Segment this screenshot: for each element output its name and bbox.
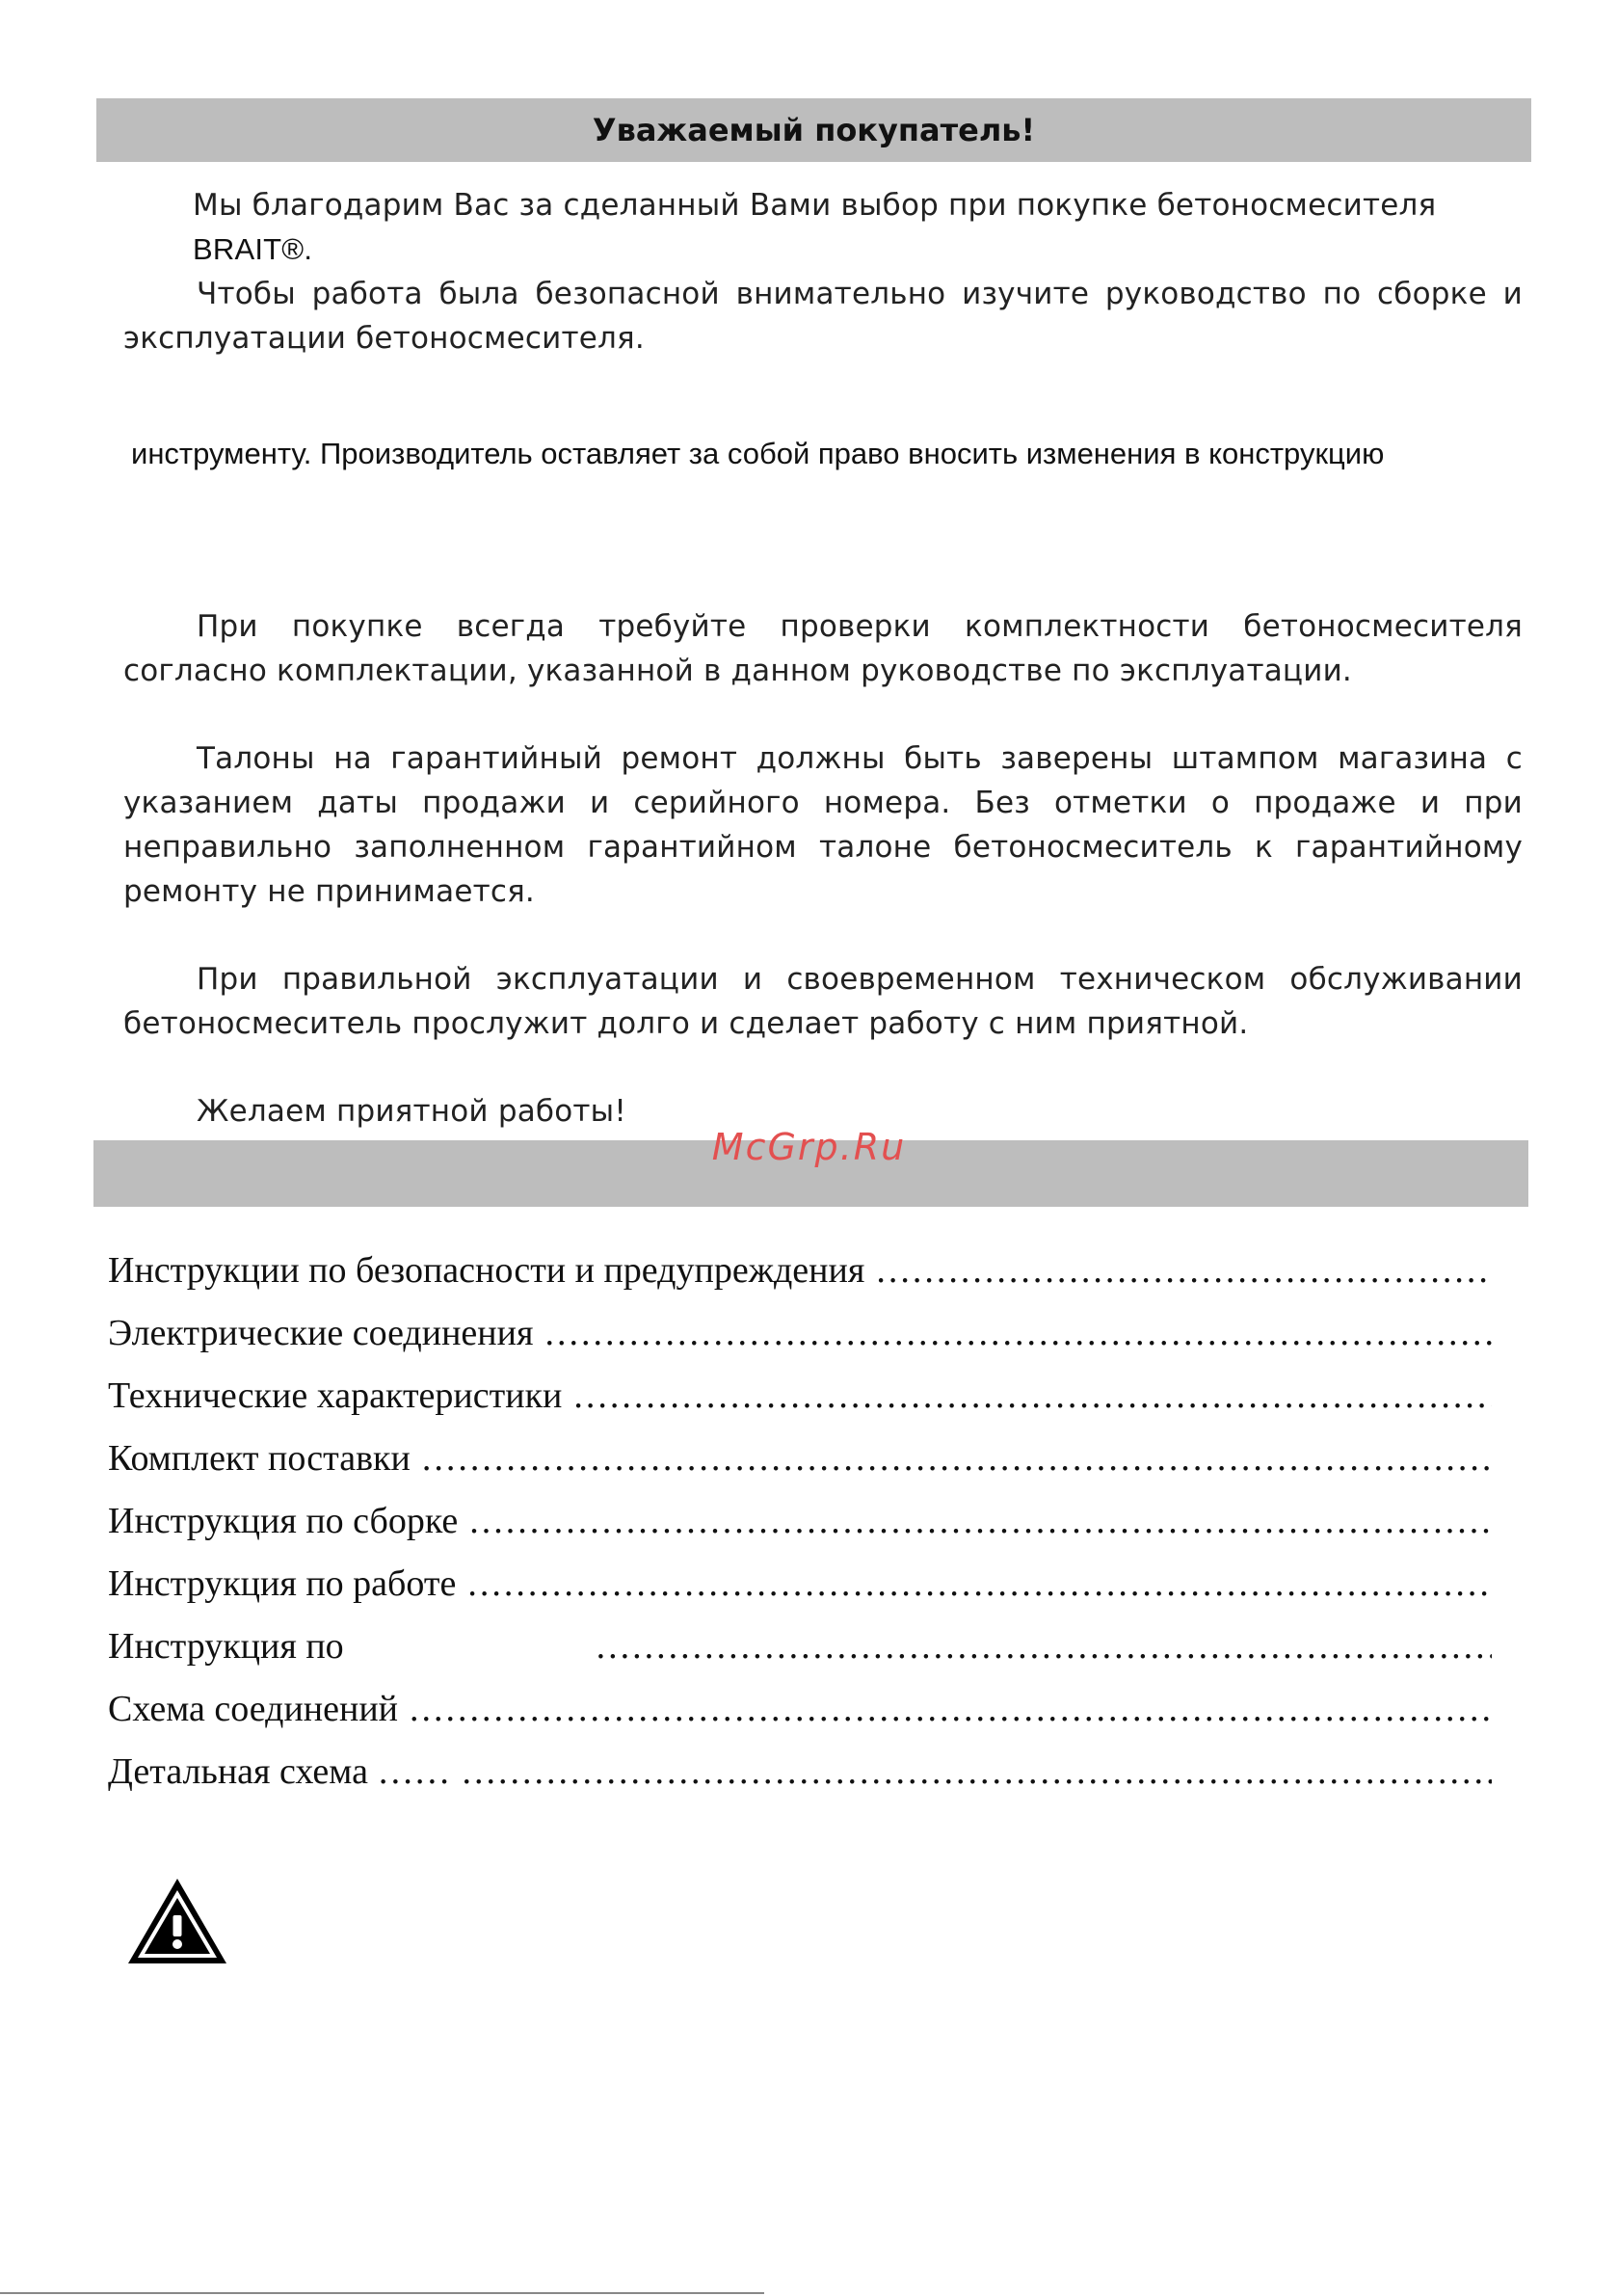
toc-leader-dots (876, 1249, 1492, 1292)
footer-divider (0, 2292, 764, 2294)
toc-item-label: Инструкция по (108, 1626, 344, 1667)
toc-item (108, 1249, 1492, 1295)
toc-leader-dots (422, 1437, 1492, 1480)
toc-leader-dots (597, 1625, 1492, 1668)
toc-leader-dots (462, 1750, 1492, 1793)
toc-leader-dots (469, 1500, 1492, 1542)
toc-leader-dots (544, 1312, 1492, 1354)
watermark: McGrp.Ru (711, 1126, 907, 1168)
toc-item-label: Инструкции по безопасности и предупреждения (108, 1250, 865, 1291)
toc-item (108, 1312, 1492, 1358)
wish-paragraph: Желаем приятной работы! (197, 1094, 626, 1129)
toc-item (108, 1562, 1492, 1609)
toc-item-label: Комплект поставки (108, 1438, 411, 1479)
toc-item (108, 1750, 1492, 1797)
toc-item-label: Инструкция по сборке (108, 1501, 459, 1541)
brand-name: BRAIT®. (193, 232, 313, 266)
maintenance-paragraph: При правильной эксплуатации и своевременном техническом обслуживании бетоносмеситель прослужит долго и сделает работу с ним приятной. (123, 962, 1523, 1041)
toc-item (108, 1375, 1492, 1421)
toc-item (108, 1500, 1492, 1546)
toc-item (108, 1437, 1492, 1483)
thanks-paragraph (193, 183, 1542, 272)
toc-item-label: Инструкция по работе (108, 1563, 457, 1604)
toc-item-label: Электрические соединения (108, 1313, 534, 1353)
toc-item-label: Технические характеристики (108, 1375, 563, 1416)
notice-line: инструменту. Производитель оставляет за собой право вносить изменения в конструкцию (131, 437, 1385, 470)
warning-triangle-icon (126, 1877, 228, 1965)
safety-paragraph: Чтобы работа была безопасной внимательно изучите руководство по сборке и эксплуатации бетоносмесителя. (123, 277, 1523, 356)
header-bar (96, 98, 1531, 162)
page-title: Уважаемый покупатель! (592, 112, 1036, 148)
warranty-paragraph: Талоны на гарантийный ремонт должны быть заверены штампом магазина с указанием даты продажи и серийного номера. Без отметки о продаже и при неправильно заполненном гарантийном талоне бетоносмеситель к гарантийному ремонту не принимается. (123, 741, 1523, 909)
toc-leader-dots (467, 1562, 1492, 1605)
toc-leader-dots (573, 1375, 1492, 1417)
toc-item (108, 1688, 1492, 1734)
toc-item (108, 1625, 1492, 1671)
thanks-text: Мы благодарим Вас за сделанный Вами выбор при покупке бетоносмесителя (193, 188, 1437, 223)
toc-item-label: Схема соединений (108, 1689, 398, 1729)
toc-item-label: Детальная схема …… (108, 1751, 451, 1792)
completeness-paragraph: При покупке всегда требуйте проверки комплектности бетоносмесителя согласно комплектации, указанной в данном руководстве по эксплуатации. (123, 609, 1523, 688)
toc-leader-dots (410, 1688, 1492, 1730)
